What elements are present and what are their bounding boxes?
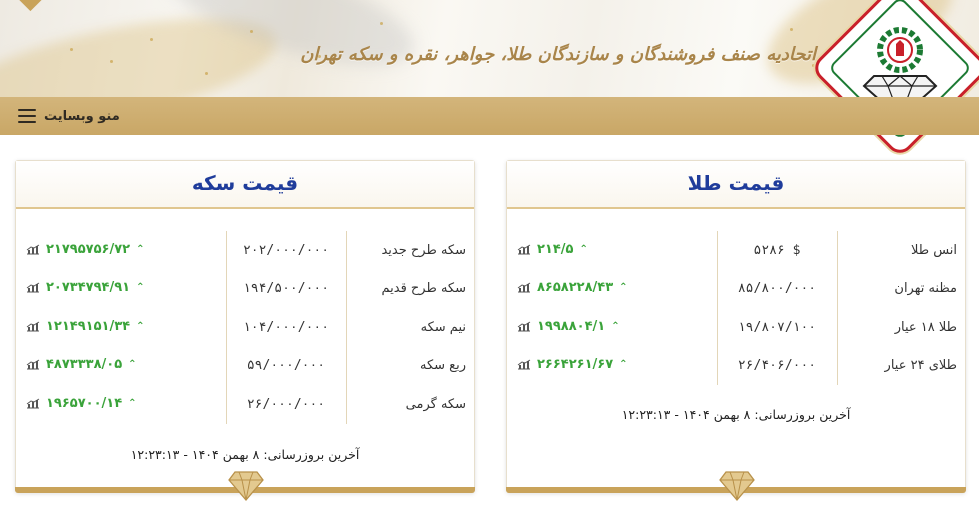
chart-icon[interactable] <box>26 321 40 332</box>
coin-card-header <box>16 161 474 209</box>
item-price: ۱۹/۸۰۷/۱۰۰ <box>717 308 837 347</box>
gold-price-table <box>507 231 967 385</box>
price-row <box>16 270 476 309</box>
item-name: نیم سکه <box>346 308 476 347</box>
arrow-up-icon: ⌃ <box>619 282 628 294</box>
coin-last-updated: آخرین بروزرسانی: ۸ بهمن ۱۴۰۴ - ۱۲:۲۳:۱۳ <box>130 447 360 462</box>
item-price: ۱۰۴/۰۰۰/۰۰۰ <box>226 308 346 347</box>
item-price: ۸۵/۸۰۰/۰۰۰ <box>717 270 837 309</box>
price-change-cell[interactable] <box>16 270 226 309</box>
arrow-up-icon: ⌃ <box>611 320 620 332</box>
sparkle <box>250 30 253 33</box>
change-value: ۸۶۵۸۲۲۸/۴۳ <box>537 280 614 296</box>
change-value: ۲۱۷۹۵۷۵۶/۷۲ <box>46 241 131 257</box>
price-change[interactable] <box>26 242 144 257</box>
coin-price-table <box>16 231 476 424</box>
item-name: ربع سکه <box>346 347 476 386</box>
chart-icon[interactable] <box>517 244 531 255</box>
price-change[interactable] <box>517 242 588 257</box>
change-value: ۲۰۷۳۴۷۹۴/۹۱ <box>46 280 131 296</box>
sparkle <box>790 28 793 31</box>
site-title: اتحادیه صنف فروشندگان و سازندگان طلا، جواهر، نقره و سکه تهران <box>300 44 816 65</box>
gold-last-updated: آخرین بروزرسانی: ۸ بهمن ۱۴۰۴ - ۱۲:۲۳:۱۳ <box>621 407 851 422</box>
arrow-up-icon: ⌃ <box>136 243 145 255</box>
chart-icon[interactable] <box>517 359 531 370</box>
chart-icon[interactable] <box>26 282 40 293</box>
arrow-up-icon: ⌃ <box>619 359 628 371</box>
chart-icon[interactable] <box>26 398 40 409</box>
price-row <box>507 270 967 309</box>
item-name: سکه طرح قدیم <box>346 270 476 309</box>
price-change[interactable] <box>517 280 628 295</box>
price-change[interactable] <box>517 357 628 372</box>
main-navbar <box>0 97 979 135</box>
arrow-up-icon: ⌃ <box>136 320 145 332</box>
arrow-up-icon: ⌃ <box>136 282 145 294</box>
price-change-cell[interactable] <box>16 231 226 270</box>
sparkle <box>110 60 113 63</box>
gold-card-title: قیمت طلا <box>687 171 785 195</box>
arrow-up-icon: ⌃ <box>579 243 588 255</box>
item-price: ۵۹/۰۰۰/۰۰۰ <box>226 347 346 386</box>
item-name: انس طلا <box>837 231 967 270</box>
chart-icon[interactable] <box>26 244 40 255</box>
price-change-cell[interactable] <box>507 231 717 270</box>
price-change-cell[interactable] <box>16 347 226 386</box>
arrow-up-icon: ⌃ <box>128 359 137 371</box>
price-row <box>16 231 476 270</box>
price-change-cell[interactable] <box>507 270 717 309</box>
item-name: طلا ۱۸ عیار <box>837 308 967 347</box>
chart-icon[interactable] <box>517 321 531 332</box>
price-change[interactable] <box>26 396 137 411</box>
item-price: ۲۰۲/۰۰۰/۰۰۰ <box>226 231 346 270</box>
item-price: ۱۹۴/۵۰۰/۰۰۰ <box>226 270 346 309</box>
price-change-cell[interactable] <box>16 308 226 347</box>
change-value: ۴۸۷۳۳۳۸/۰۵ <box>46 357 123 373</box>
coin-card-title: قیمت سکه <box>191 171 299 195</box>
price-change-cell[interactable] <box>507 347 717 386</box>
price-change-cell[interactable] <box>16 385 226 424</box>
item-name: طلای ۲۴ عیار <box>837 347 967 386</box>
change-value: ۱۹۹۸۸۰۴/۱ <box>537 318 606 334</box>
item-price: $ ۵۲۸۶ <box>717 231 837 270</box>
sparkle <box>150 38 153 41</box>
arrow-up-icon: ⌃ <box>128 397 137 409</box>
price-row <box>16 308 476 347</box>
price-change[interactable] <box>26 319 144 334</box>
menu-label: منو وبسایت <box>44 108 120 124</box>
change-value: ۲۱۴/۵ <box>537 241 574 257</box>
chart-icon[interactable] <box>26 359 40 370</box>
price-change[interactable] <box>517 319 620 334</box>
price-change[interactable] <box>26 280 144 295</box>
sparkle <box>380 22 383 25</box>
gold-card-header <box>507 161 965 209</box>
change-value: ۲۶۶۴۲۶۱/۶۷ <box>537 357 614 373</box>
price-change[interactable] <box>26 357 137 372</box>
price-row <box>507 347 967 386</box>
price-row <box>507 231 967 270</box>
item-price: ۲۶/۴۰۶/۰۰۰ <box>717 347 837 386</box>
site-menu-button[interactable] <box>12 103 126 129</box>
item-name: مظنه تهران <box>837 270 967 309</box>
price-change-cell[interactable] <box>507 308 717 347</box>
change-value: ۱۹۶۵۷۰۰/۱۴ <box>46 395 123 411</box>
top-corner-tab[interactable] <box>15 0 43 11</box>
sparkle <box>70 48 73 51</box>
item-name: سکه طرح جدید <box>346 231 476 270</box>
hamburger-menu-icon <box>18 109 36 123</box>
price-row <box>16 347 476 386</box>
sparkle <box>205 72 208 75</box>
price-row <box>16 385 476 424</box>
price-row <box>507 308 967 347</box>
diamond-icon <box>718 468 756 502</box>
coin-price-card <box>15 160 475 493</box>
item-name: سکه گرمی <box>346 385 476 424</box>
change-value: ۱۲۱۴۹۱۵۱/۳۴ <box>46 318 131 334</box>
item-price: ۲۶/۰۰۰/۰۰۰ <box>226 385 346 424</box>
diamond-icon <box>227 468 265 502</box>
gold-price-card <box>506 160 966 493</box>
chart-icon[interactable] <box>517 282 531 293</box>
